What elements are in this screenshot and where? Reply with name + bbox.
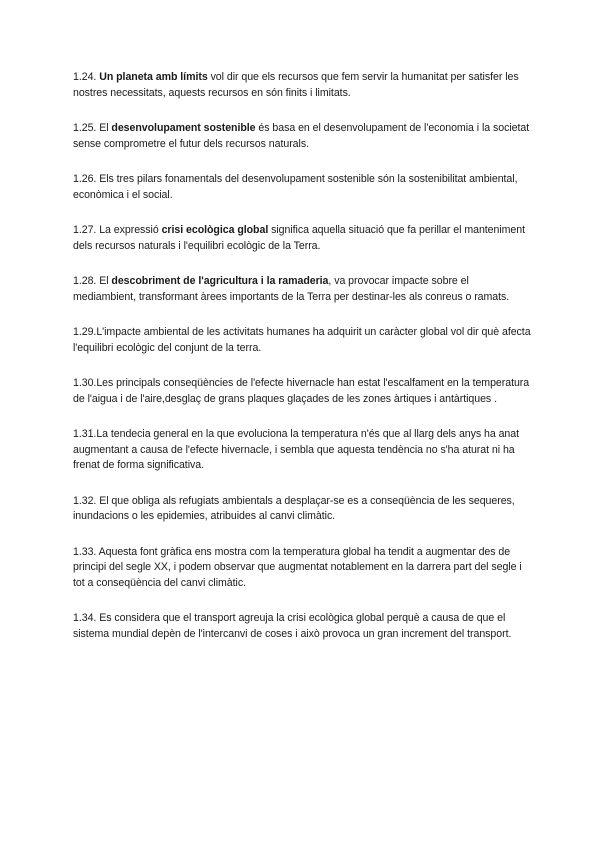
- item-number: 1.32.: [73, 494, 97, 507]
- item-number: 1.31.: [73, 428, 97, 440]
- item-text-before: El que obliga als refugiats ambientals a desplaçar-se es a conseqüència de les sequeres, inundacions o les epidemies, atribuides al canvi climàtic.: [73, 494, 515, 522]
- item-text-before: La tendecia general en la que evoluciona la temperatura n'és que al llarg dels anys ha anat augmentant a causa de l'efecte hivernacle, i sembla que aquesta tendència no s'ha aturat ni ha frenat de forma significativa.: [73, 428, 520, 471]
- item-text-before: Es considera que el transport agreuja la crisi ecològica global perquè a causa de que el sistema mundial depèn de l'intercanvi de coses i això provoca un gran increment del transport.: [73, 612, 512, 640]
- item-number: 1.25.: [73, 122, 97, 134]
- item-number: 1.30.: [73, 377, 97, 389]
- item-number: 1.29.: [73, 326, 97, 338]
- document-page: [73, 70, 533, 662]
- item-number: 1.24.: [73, 71, 97, 83]
- item-text-after: és basa en el desenvolupament de l'economia i la societat sense comprometre el futur dels recursos naturals.: [73, 122, 530, 150]
- paragraph-1-30: [73, 376, 533, 407]
- item-number: 1.34.: [73, 612, 97, 624]
- item-number: 1.27.: [73, 224, 97, 236]
- paragraph-1-34: [73, 611, 533, 642]
- item-text-before: L'impacte ambiental de les activitats humanes ha adquirit un caràcter global vol dir què afecta l'equilibri ecològic del conjunt de la terra.: [73, 326, 531, 354]
- item-text-before: Les principals conseqüències de l'efecte hivernacle han estat l'escalfament en la temperatura de l'aigua i de l'aire,desglaç de grans plaques glaçades de les zones àrtiques i antàrtiques .: [73, 377, 530, 405]
- paragraph-1-27: [73, 223, 533, 254]
- paragraph-1-24: [73, 70, 533, 101]
- item-bold-term: desenvolupament sostenible: [111, 122, 256, 134]
- item-bold-term: Un planeta amb límits: [99, 71, 208, 83]
- item-number: 1.28.: [73, 275, 97, 287]
- paragraph-1-29: [73, 325, 533, 356]
- paragraph-1-28: [73, 274, 533, 305]
- item-text-after: vol dir que els recursos que fem servir la humanitat per satisfer les nostres necessitats, aquests recursos en són finits i limitats.: [73, 71, 519, 99]
- item-text-after: , va provocar impacte sobre el mediambient, transformant àrees importants de la Terra per destinar-les als conreus o ramats.: [73, 275, 510, 303]
- item-text-before: El: [96, 275, 112, 287]
- paragraph-1-33: [73, 545, 533, 592]
- item-text-after: significa aquella situació que fa perillar el manteniment dels recursos naturals i l'equilibri ecològic de la Terra.: [73, 224, 526, 252]
- paragraph-1-26: [73, 172, 533, 203]
- item-bold-term: descobriment de l'agricultura i la ramaderia: [111, 275, 329, 287]
- item-text-before: Els tres pilars fonamentals del desenvolupament sostenible són la sostenibilitat ambiental, econòmica i el social.: [73, 173, 518, 201]
- paragraph-1-25: [73, 121, 533, 152]
- item-bold-term: crisi ecològica global: [161, 224, 269, 236]
- item-text-before: La expressió: [96, 224, 162, 236]
- paragraph-1-32: [73, 494, 533, 525]
- item-text-before: El: [96, 122, 112, 134]
- paragraph-1-31: [73, 427, 533, 474]
- item-text-before: Aquesta font gràfica ens mostra com la temperatura global ha tendit a augmentar des de principi del segle XX, i podem observar que augmentat notablement en la darrera part del segle i tot a conseqüència del canvi climàtic.: [73, 545, 522, 589]
- item-number: 1.26.: [73, 173, 97, 185]
- item-number: 1.33.: [73, 545, 97, 558]
